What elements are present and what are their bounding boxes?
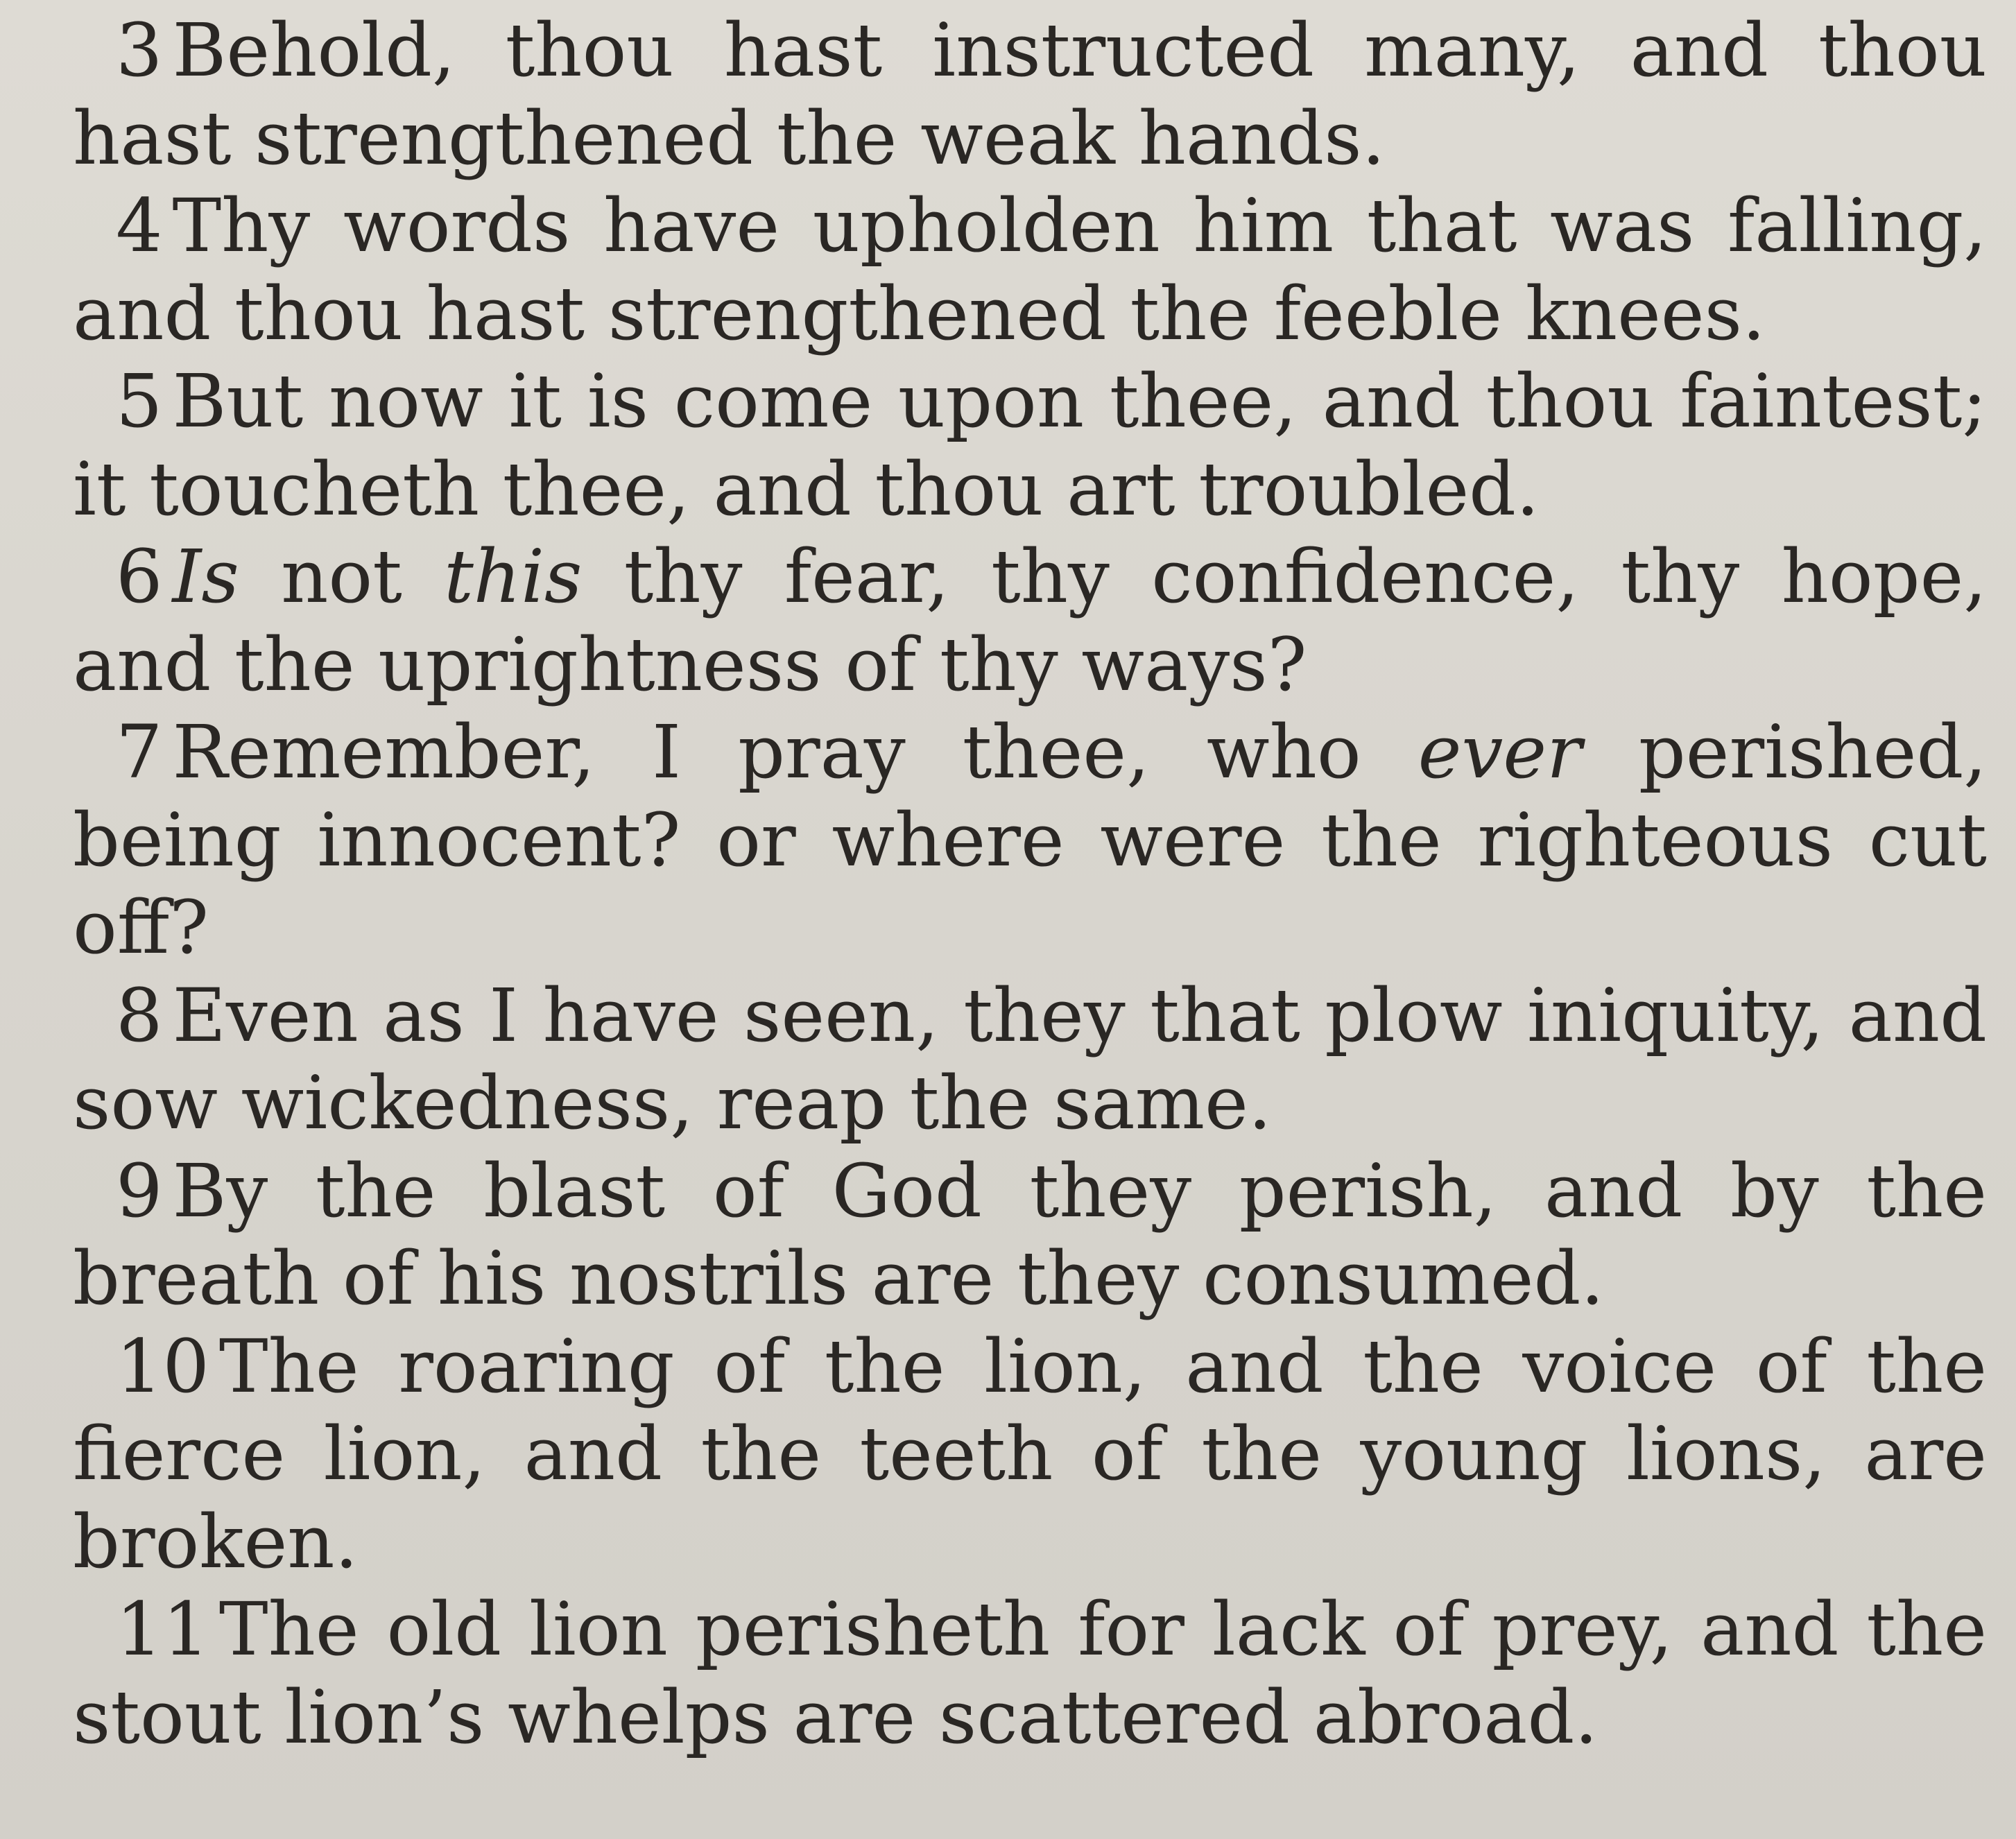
verse-text: perished, being innocent? or where were the righteous cut off? [73, 709, 1987, 970]
verse-11 [73, 1586, 1987, 1761]
verse-4 [73, 182, 1987, 358]
verse-text: Thy words have upholden him that was falling, and thou hast strengthened the feeble knees. [73, 183, 1987, 356]
verse-text: not [239, 534, 445, 619]
verse-text: The old lion perisheth for lack of prey, and the stout lion’s whelps are scattered abroad. [73, 1587, 1987, 1760]
verse-number: 4 [116, 183, 163, 268]
verse-number: 9 [116, 1148, 163, 1234]
verse-text: Behold, thou hast instructed many, and thou hast strengthened the weak hands. [73, 8, 1987, 181]
verse-5 [73, 358, 1987, 533]
verse-number: 6 [116, 534, 163, 619]
italic-word: this [444, 534, 583, 619]
verse-3 [73, 7, 1987, 182]
verse-text: Remember, I pray thee, who [172, 709, 1418, 795]
verse-6 [73, 533, 1987, 709]
verse-number: 10 [116, 1323, 209, 1409]
text-column [73, 7, 1987, 1761]
verse-number: 8 [116, 972, 163, 1058]
italic-word: Is [172, 534, 239, 619]
verse-9 [73, 1148, 1987, 1323]
verse-number: 5 [116, 359, 163, 444]
verse-number: 7 [116, 709, 163, 795]
verse-text: Even as I have seen, they that plow iniquity, and sow wickedness, reap the same. [73, 972, 1987, 1146]
verse-text: But now it is come upon thee, and thou faintest; it toucheth thee, and thou art troubled. [73, 359, 1987, 532]
verse-text: By the blast of God they perish, and by the breath of his nostrils are they consumed. [73, 1148, 1987, 1321]
verse-10 [73, 1323, 1987, 1587]
verse-text: The roaring of the lion, and the voice of the fierce lion, and the teeth of the young lions, are broken. [73, 1323, 1987, 1585]
verse-number: 3 [116, 8, 163, 93]
verse-number: 11 [116, 1587, 209, 1672]
italic-word: ever [1418, 709, 1582, 795]
verse-7 [73, 709, 1987, 972]
verse-text: thy fear, thy confidence, thy hope, and the uprightness of thy ways? [73, 534, 1987, 707]
verse-8 [73, 972, 1987, 1148]
